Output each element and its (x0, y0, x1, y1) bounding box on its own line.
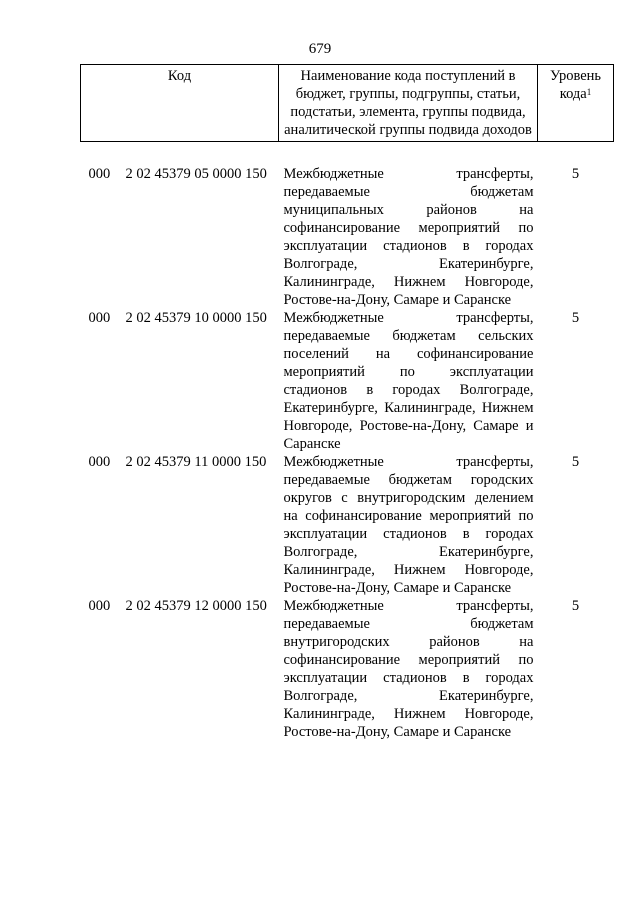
header-name: Наименование кода поступлений в бюджет, группы, подгруппы, статьи, подстатьи, элемента, группы подвида, аналитической группы подвида доходов (279, 65, 538, 142)
code-level: 5 (571, 166, 580, 182)
revenue-name: Межбюджетные трансферты, передаваемые бюджетам городских округов с внутригородским делением на софинансирование мероприятий по эксплуатации стадионов в городах Волгограде, Екатеринбурге, Калининграде, Нижнем Новгороде, Ростове-на-Дону, Самаре и Саранске (283, 454, 534, 596)
revenue-codes-table (80, 64, 614, 741)
code-level: 5 (571, 598, 580, 614)
revenue-code: 2 02 45379 05 0000 150 (125, 166, 267, 182)
header-level-label: Уровень кода (549, 68, 602, 102)
header-level (538, 65, 614, 142)
revenue-code: 2 02 45379 10 0000 150 (125, 310, 267, 326)
revenue-code: 2 02 45379 12 0000 150 (125, 598, 267, 614)
code-level: 5 (571, 310, 580, 326)
table-header-row (81, 65, 614, 142)
code-level: 5 (571, 454, 580, 470)
revenue-code: 2 02 45379 11 0000 150 (125, 454, 267, 470)
revenue-name: Межбюджетные трансферты, передаваемые бюджетам внутригородских районов на софинансирование мероприятий по эксплуатации стадионов в городах Волгограде, Екатеринбурге, Калининграде, Нижнем Новгороде, Ростове-на-Дону, Самаре и Саранске (283, 598, 534, 740)
admin-code: 000 (88, 310, 111, 326)
table-row (81, 453, 614, 597)
admin-code: 000 (88, 166, 111, 182)
table-row (81, 597, 614, 741)
admin-code: 000 (88, 454, 111, 470)
table-row (81, 165, 614, 309)
header-level-footnote: 1 (586, 87, 592, 97)
revenue-name: Межбюджетные трансферты, передаваемые бюджетам муниципальных районов на софинансирование мероприятий по эксплуатации стадионов в городах Волгограде, Екатеринбурге, Калининграде, Нижнем Новгороде, Ростове-на-Дону, Самаре и Саранске (283, 166, 534, 308)
table-row (81, 309, 614, 453)
page-number: 679 (308, 41, 332, 57)
header-code: Код (81, 65, 279, 142)
spacer-row (81, 142, 614, 166)
admin-code: 000 (88, 598, 111, 614)
revenue-name: Межбюджетные трансферты, передаваемые бюджетам сельских поселений на софинансирование мероприятий по эксплуатации стадионов в городах Волгограде, Екатеринбурге, Калининграде, Нижнем Новгороде, Ростове-на-Дону, Самаре и Саранске (283, 310, 534, 452)
